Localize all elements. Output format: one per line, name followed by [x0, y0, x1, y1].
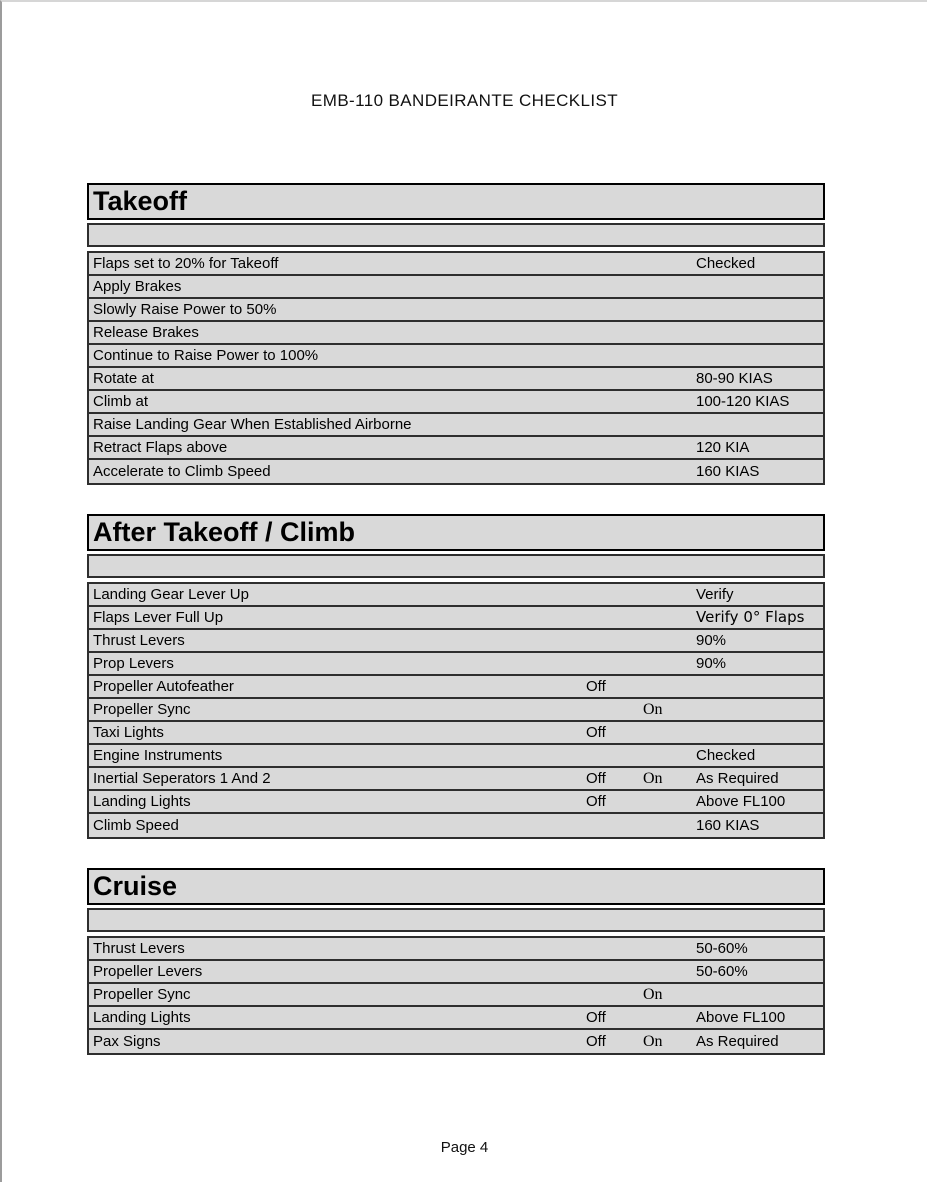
section-spacer-row: [87, 223, 825, 247]
checklist-row: [89, 276, 823, 299]
checklist-section: [87, 868, 825, 1055]
item-label: Landing Gear Lever Up: [93, 586, 249, 603]
item-label: Thrust Levers: [93, 632, 185, 649]
page-number: Page 4: [440, 1139, 489, 1156]
item-value: 50-60%: [696, 940, 748, 957]
item-value: Above FL100: [696, 793, 786, 810]
item-value: 160 KIAS: [696, 463, 760, 480]
item-label: Raise Landing Gear When Established Airborne: [93, 416, 412, 433]
checklist-row: [89, 791, 823, 814]
item-off-option: Off: [586, 1009, 606, 1026]
checklist: [87, 183, 825, 1055]
checklist-section: [87, 183, 825, 485]
item-value: As Required: [696, 770, 779, 787]
item-value: 120 KIA: [696, 439, 750, 456]
item-label: Retract Flaps above: [93, 439, 228, 456]
item-label: Propeller Sync: [93, 701, 191, 718]
checklist-row: [89, 961, 823, 984]
item-label: Flaps Lever Full Up: [93, 609, 224, 626]
item-value: As Required: [696, 1033, 779, 1050]
checklist-section: [87, 514, 825, 839]
item-label: Thrust Levers: [93, 940, 185, 957]
item-label: Landing Lights: [93, 1009, 191, 1026]
item-label: Apply Brakes: [93, 278, 182, 295]
checklist-row: [89, 460, 823, 483]
section-title: After Takeoff / Climb: [87, 514, 825, 551]
section-title: Cruise: [87, 868, 825, 905]
document-title: EMB-110 BANDEIRANTE CHECKLIST: [311, 91, 618, 110]
checklist-row: [89, 814, 823, 837]
item-value: 90%: [696, 632, 727, 649]
section-rows: [87, 251, 825, 485]
section-rows: [87, 582, 825, 839]
item-value: Checked: [696, 747, 756, 764]
item-value: 50-60%: [696, 963, 748, 980]
checklist-row: [89, 699, 823, 722]
item-on-option: On: [643, 986, 663, 1003]
item-label: Propeller Levers: [93, 963, 203, 980]
item-label: Release Brakes: [93, 324, 199, 341]
item-value: 80-90 KIAS: [696, 370, 773, 387]
section-spacer-row: [87, 554, 825, 578]
checklist-row: [89, 938, 823, 961]
checklist-row: [89, 322, 823, 345]
item-on-option: On: [643, 701, 663, 718]
checklist-row: [89, 984, 823, 1007]
checklist-row: [89, 607, 823, 630]
item-off-option: Off: [586, 1033, 606, 1050]
checklist-row: [89, 299, 823, 322]
checklist-row: [89, 1007, 823, 1030]
checklist-row: [89, 391, 823, 414]
item-label: Landing Lights: [93, 793, 191, 810]
item-value: 160 KIAS: [696, 817, 760, 834]
item-on-option: On: [643, 770, 663, 787]
checklist-row: [89, 676, 823, 699]
section-rows: [87, 936, 825, 1055]
item-off-option: Off: [586, 793, 606, 810]
checklist-row: [89, 630, 823, 653]
checklist-row: [89, 368, 823, 391]
item-value: Checked: [696, 255, 756, 272]
checklist-row: [89, 745, 823, 768]
item-label: Taxi Lights: [93, 724, 164, 741]
item-label: Prop Levers: [93, 655, 174, 672]
checklist-row: [89, 584, 823, 607]
item-off-option: Off: [586, 724, 606, 741]
checklist-row: [89, 1030, 823, 1053]
checklist-row: [89, 253, 823, 276]
section-title: Takeoff: [87, 183, 825, 220]
checklist-row: [89, 722, 823, 745]
item-label: Rotate at: [93, 370, 154, 387]
item-label: Engine Instruments: [93, 747, 223, 764]
item-label: Slowly Raise Power to 50%: [93, 301, 277, 318]
item-on-option: On: [643, 1033, 663, 1050]
item-label: Climb at: [93, 393, 149, 410]
section-spacer-row: [87, 908, 825, 932]
item-off-option: Off: [586, 770, 606, 787]
item-label: Flaps set to 20% for Takeoff: [93, 255, 279, 272]
item-value: Above FL100: [696, 1009, 786, 1026]
item-label: Continue to Raise Power to 100%: [93, 347, 319, 364]
checklist-row: [89, 437, 823, 460]
item-value: 90%: [696, 655, 727, 672]
item-label: Accelerate to Climb Speed: [93, 463, 271, 480]
item-label: Climb Speed: [93, 817, 179, 834]
item-value: Verify: [696, 586, 734, 603]
item-value: 100-120 KIAS: [696, 393, 790, 410]
checklist-row: [89, 414, 823, 437]
checklist-row: [89, 768, 823, 791]
item-off-option: Off: [586, 678, 606, 695]
checklist-row: [89, 345, 823, 368]
item-label: Inertial Seperators 1 And 2: [93, 770, 271, 787]
item-label: Propeller Autofeather: [93, 678, 234, 695]
item-label: Propeller Sync: [93, 986, 191, 1003]
checklist-row: [89, 653, 823, 676]
item-value: Verify 0° Flaps: [696, 608, 805, 626]
item-label: Pax Signs: [93, 1033, 161, 1050]
